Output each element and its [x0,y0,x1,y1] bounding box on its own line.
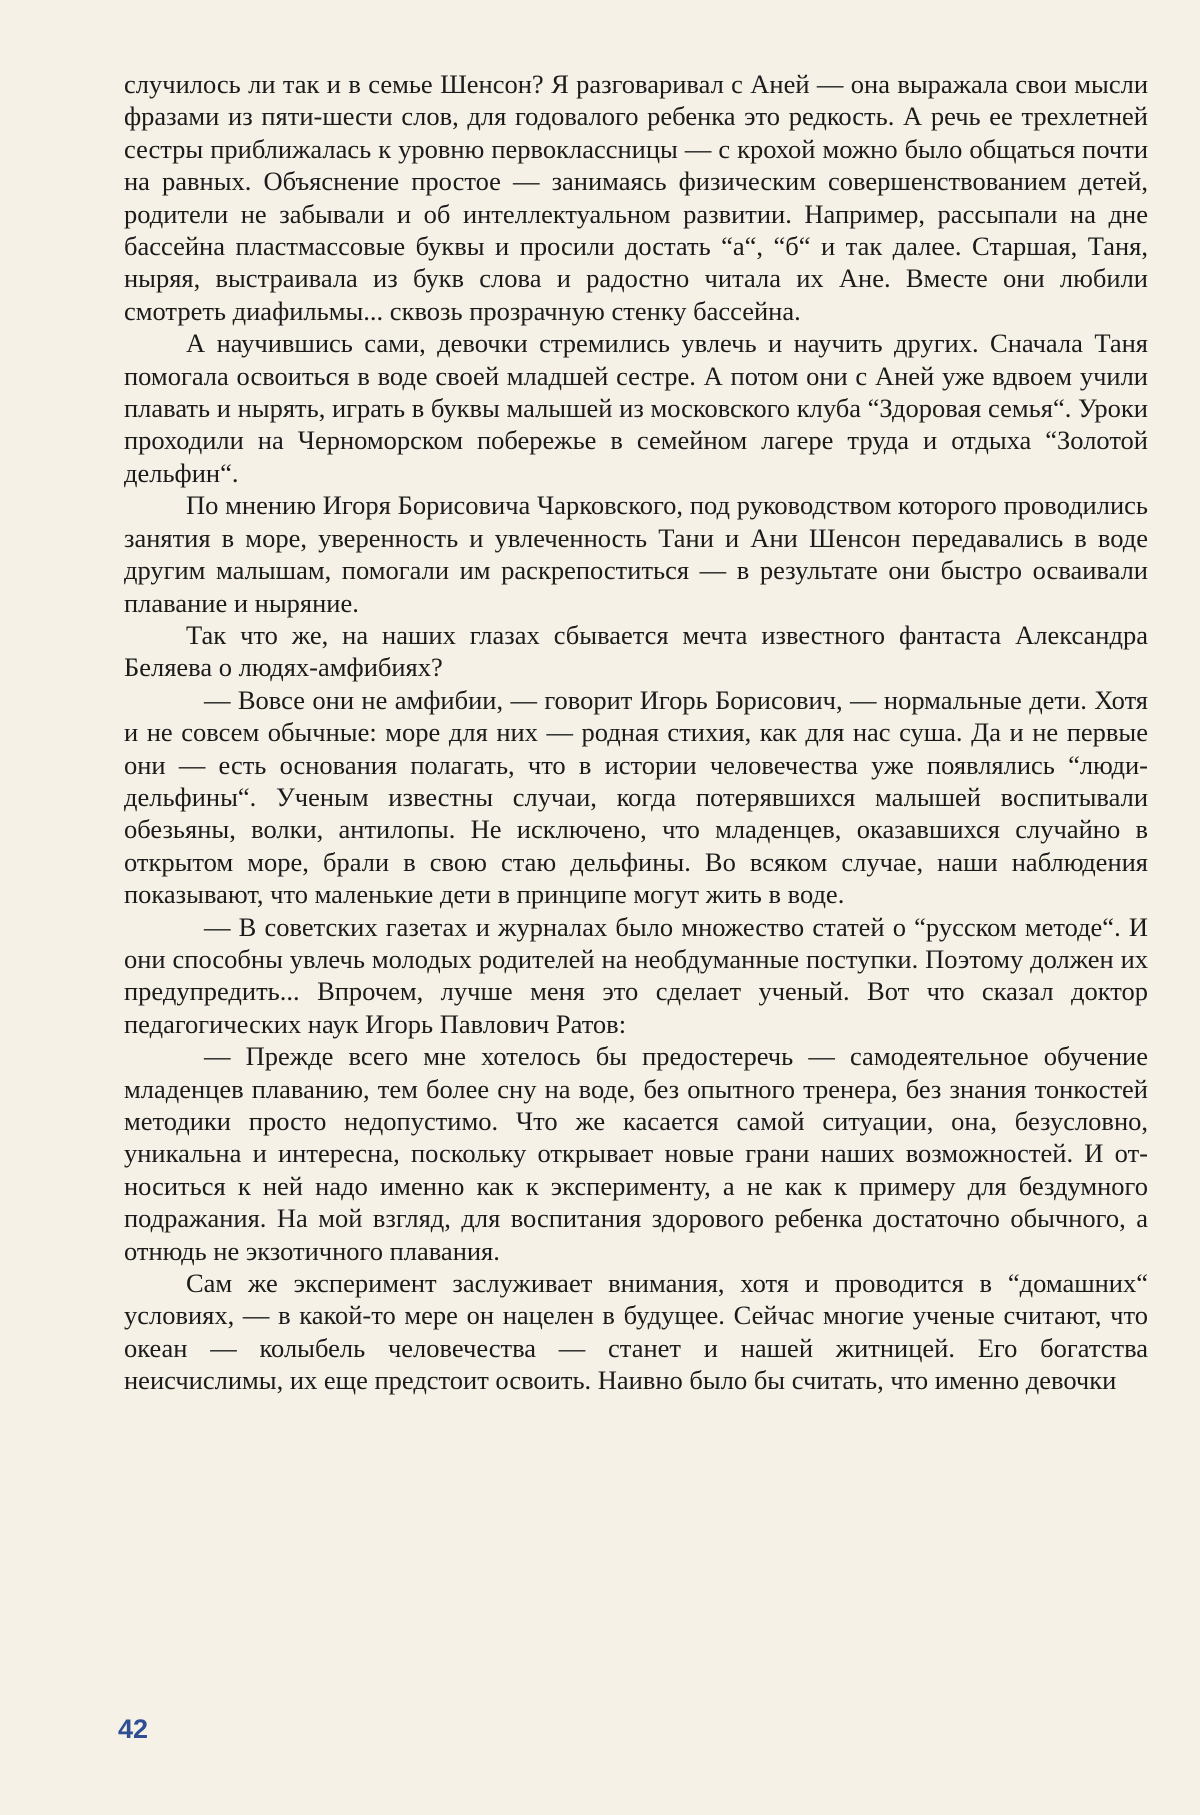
paragraph: — В советских газетах и журналах было множество статей о “русском методе“. И они способны увлечь молодых родителей на необдуманные поступки. Поэтому должен их предупредить... Впрочем, лучше меня это сделает ученый. Вот что сказал доктор педагогических наук Игорь Павлович Ратов: [124,911,1148,1039]
paragraph: — Прежде всего мне хотелось бы предостеречь — самодеятельное обучение младенцев плаванию, тем более сну на воде, без опытного тренера, без знания тонкостей методики просто недопустимо. Что же касается самой ситуации, она, безусловно, уникальна и интересна, поскольку открывает новые грани наших возможностей. И относиться к ней надо именно как к эксперименту, а не как к примеру для бездумного подражания. На мой взгляд, для воспитания здорового ребенка достаточно обычного, а отнюдь не экзотичного плавания. [124,1041,1148,1266]
paragraph: Сам же эксперимент заслуживает внимания, хотя и проводится в “домашних“ условиях, — в какой-то мере он нацелен в будущее. Сейчас многие ученые считают, что океан — колыбель человечества — станет и нашей житницей. Его богатства неисчислимы, их еще предстоит освоить. Наивно было бы считать, что именно девочки [124,1268,1148,1396]
paragraph: По мнению Игоря Борисовича Чарковского, под руководством которого проводились занятия в море, уверенность и увлеченность Тани и Ани Шенсон передавались в воде другим малышам, помогали им раскрепоститься — в результате они быстро осваивали плавание и ныряние. [124,490,1148,618]
paragraph: — Вовсе они не амфибии, — говорит Игорь Борисович, — нормальные дети. Хотя и не совсем обычные: море для них — родная стихия, как для нас суша. Да и не первые они — есть основания полагать, что в истории человечества уже появлялись “люди-дельфины“. Ученым известны случаи, когда потерявшихся малышей воспитывали обезьяны, волки, антилопы. Не исключено, что младенцев, оказавшихся случайно в открытом море, брали в свою стаю дельфины. Во всяком случае, наши наблюдения показывают, что маленькие дети в принципе могут жить в воде. [124,684,1148,910]
paragraph: А научившись сами, девочки стремились увлечь и научить других. Сначала Таня помогала освоиться в воде своей младшей сестре. А потом они с Аней уже вдвоем учили плавать и нырять, играть в буквы малышей из московского клуба “Здоровая семья“. Уроки проходили на Черноморском побережье в семейном лагере труда и отдыха “Золотой дельфин“. [124,328,1148,488]
paragraph: Так что же, на наших глазах сбывается мечта известного фантаста Александра Беляева о людях-амфибиях? [124,619,1148,683]
page-number: 42 [118,1714,149,1744]
page-text [124,68,1148,1397]
paragraph: случилось ли так и в семье Шенсон? Я разговаривал с Аней — она выражала свои мысли фразами из пяти-шести слов, для годовалого ребенка это редкость. А речь ее трехлетней сестры приближалась к уровню первоклассницы — с крохой можно было общаться почти на равных. Объяснение простое — занимаясь физическим совершенствованием детей, родители не забывали и об интеллектуальном развитии. Например, рассыпали на дне бассейна пластмассовые буквы и просили достать “а“, “б“ и так далее. Старшая, Таня, ныряя, выстраивала из букв слова и радостно читала их Ане. Вместе они любили смотреть диафильмы... сквозь прозрачную стенку бассейна. [124,69,1148,326]
